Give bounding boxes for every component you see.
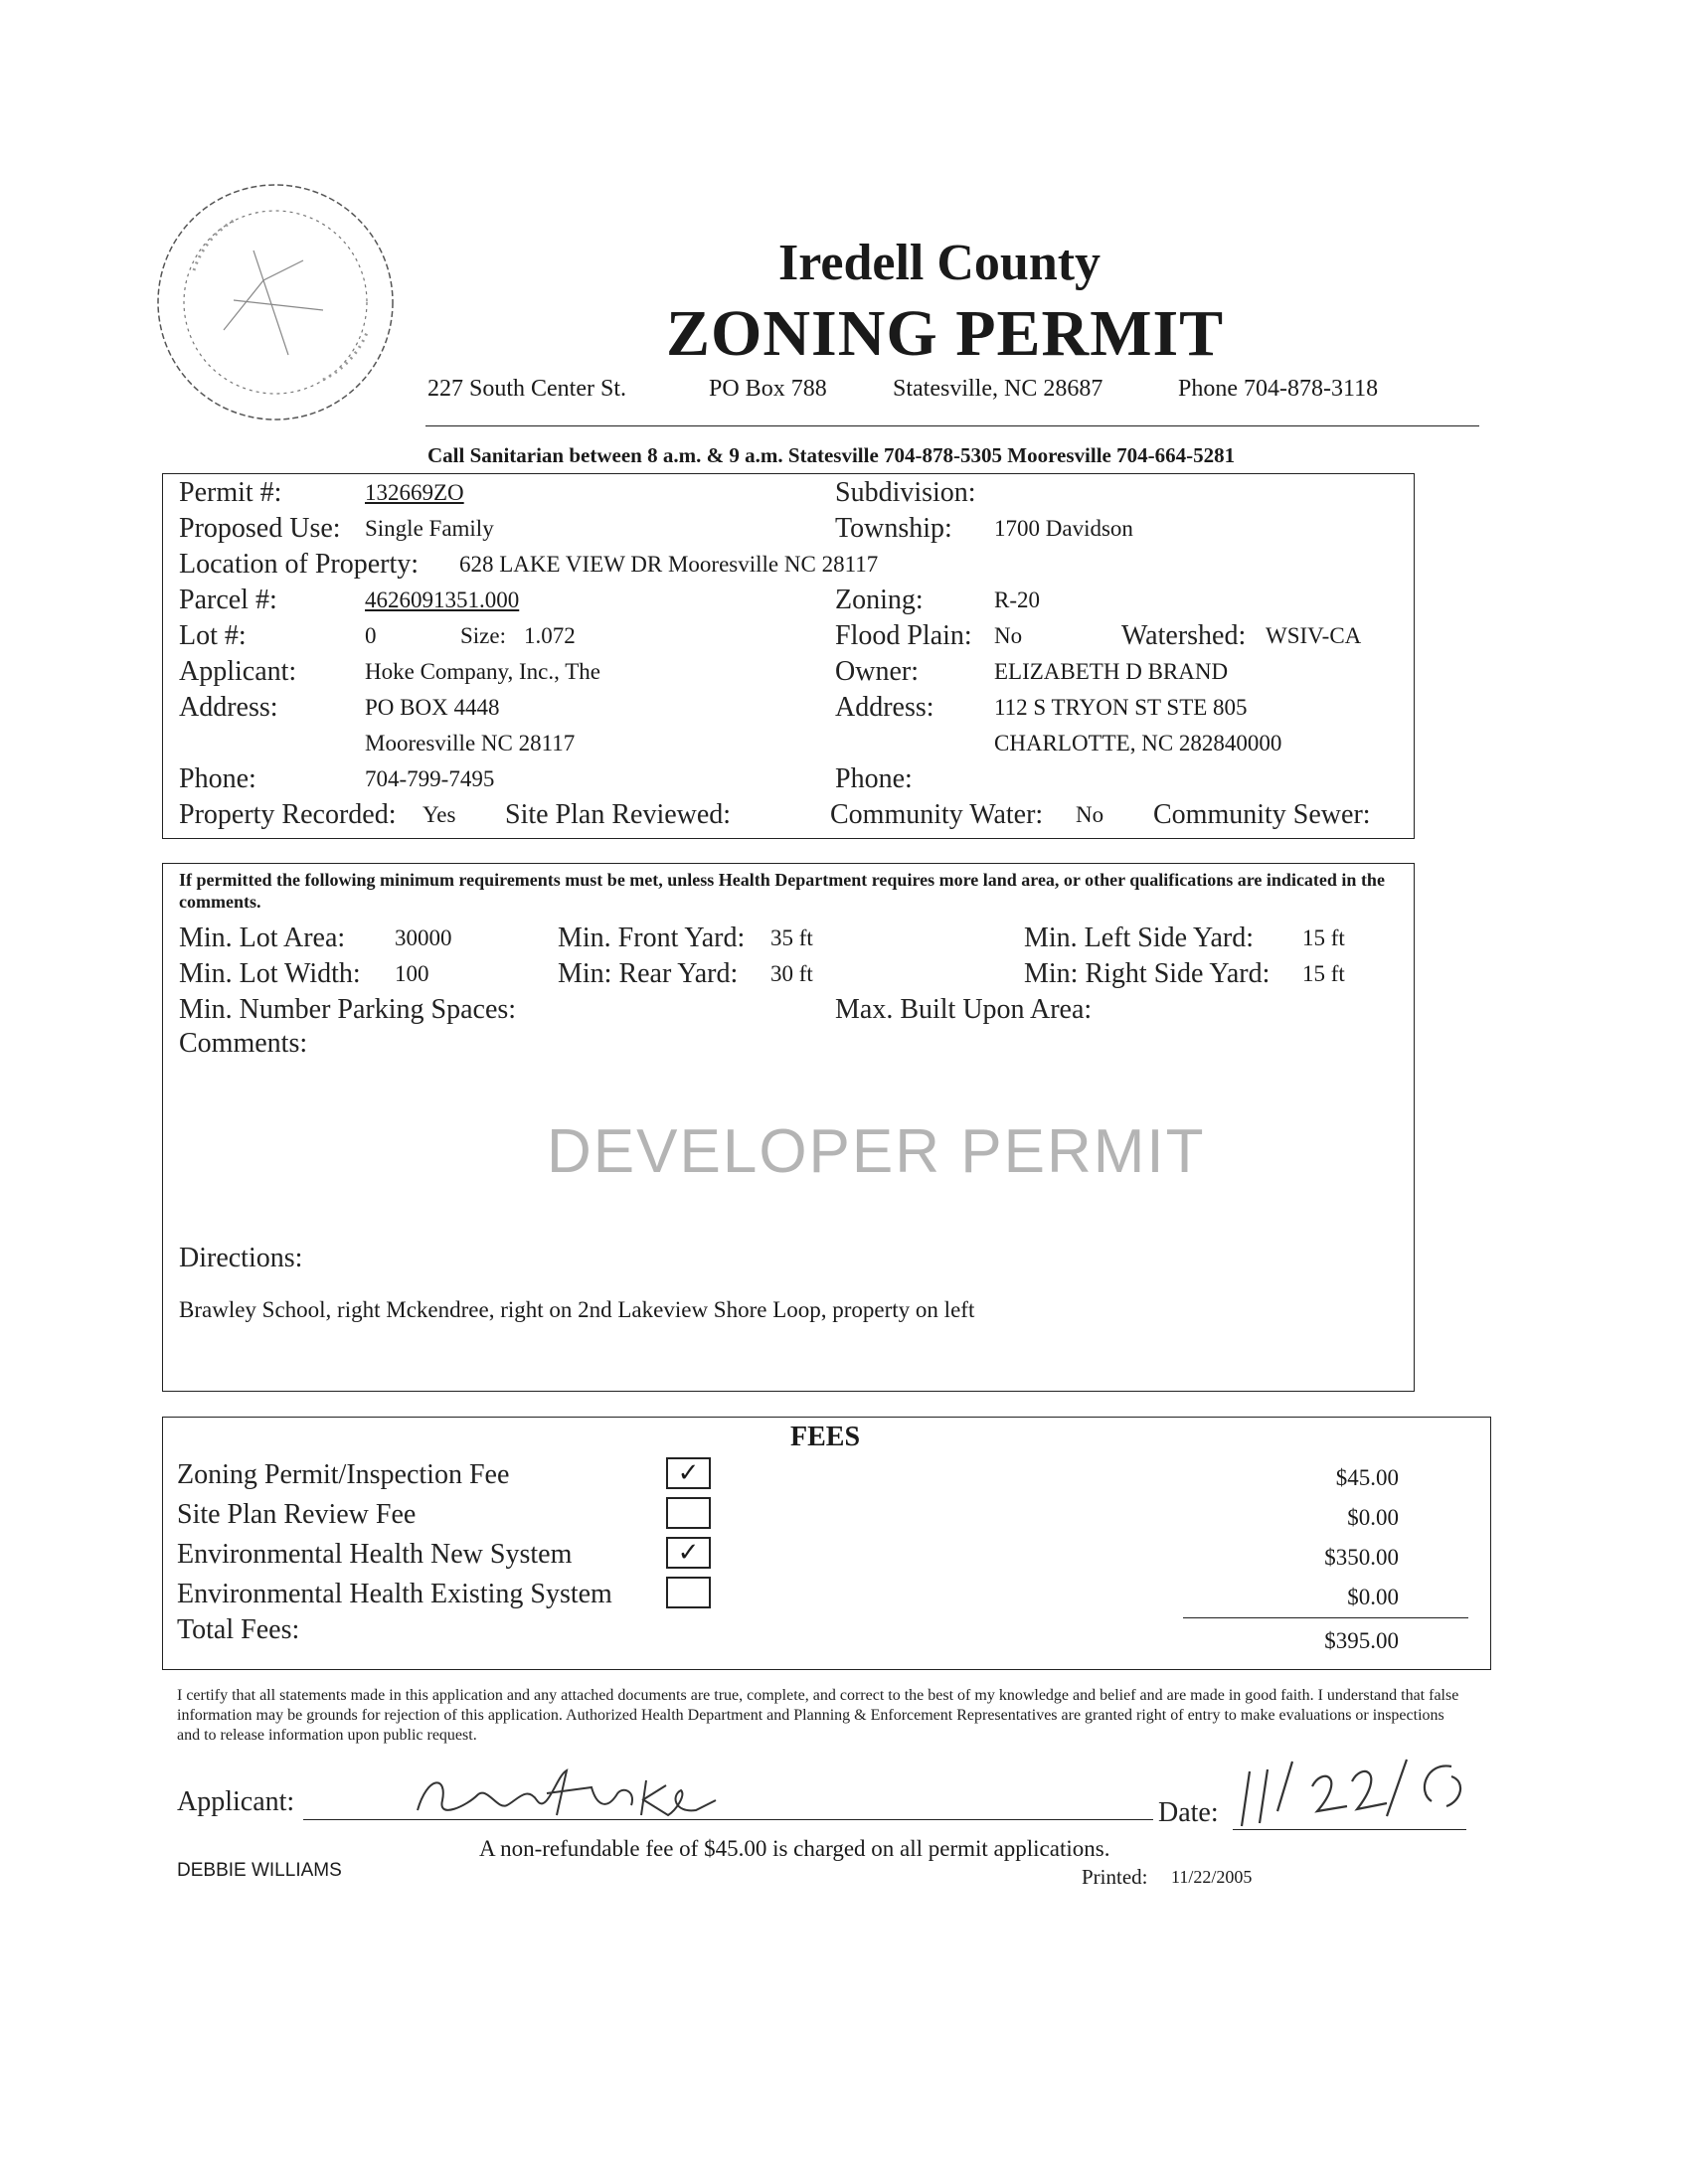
fee-amount-site-plan: $0.00 xyxy=(1347,1505,1399,1530)
office-phone: Phone 704-878-3118 xyxy=(1178,376,1379,402)
location-label: Location of Property: xyxy=(179,549,420,580)
owner-name: ELIZABETH D BRAND xyxy=(994,659,1229,684)
fee-amount-new-system: $350.00 xyxy=(1324,1545,1399,1570)
applicant-address-line1: PO BOX 4448 xyxy=(365,695,500,720)
directions-label: Directions: xyxy=(179,1243,303,1273)
lot-number: 0 xyxy=(365,623,377,648)
township-value: 1700 Davidson xyxy=(994,516,1133,541)
fee-label-site-plan: Site Plan Review Fee xyxy=(177,1499,417,1530)
owner-address-line1: 112 S TRYON ST STE 805 xyxy=(994,695,1248,720)
office-city: Statesville, NC 28687 xyxy=(893,376,1103,402)
office-po-box: PO Box 788 xyxy=(709,376,827,402)
min-front-yard: 35 ft xyxy=(770,925,813,950)
applicant-signature-label: Applicant: xyxy=(177,1786,295,1817)
fee-amount-existing-system: $0.00 xyxy=(1347,1585,1399,1609)
fee-checkbox-existing-system[interactable] xyxy=(666,1577,711,1608)
min-lot-width: 100 xyxy=(395,961,429,986)
proposed-use: Single Family xyxy=(365,516,494,541)
zoning-label: Zoning: xyxy=(835,585,924,615)
certification-text: I certify that all statements made in this application and any attached documents are true, complete, and correct to the best of my knowledge and belief and are made in good faith. I understand that false information may be grounds for rejection of this application. Authorized Health Department and Planning & Enforcement Representatives are granted right of entry to make evaluations or inspections and to release information upon public request. xyxy=(177,1687,1459,1744)
permit-number-label: Permit #: xyxy=(179,477,282,508)
flood-plain-label: Flood Plain: xyxy=(835,620,972,651)
county-name: Iredell County xyxy=(778,235,1101,291)
community-sewer-label: Community Sewer: xyxy=(1153,799,1371,830)
directions-text: Brawley School, right Mckendree, right on 2nd Lakeview Shore Loop, property on left xyxy=(179,1297,975,1322)
proposed-use-label: Proposed Use: xyxy=(179,513,341,544)
owner-address-line2: CHARLOTTE, NC 282840000 xyxy=(994,731,1282,756)
requirements-notice: If permitted the following minimum requirements must be met, unless Health Department requires more land area, or other qualifications are indicated in the comments. xyxy=(179,870,1385,912)
fee-label-new-system: Environmental Health New System xyxy=(177,1539,573,1570)
min-right-side-label: Min: Right Side Yard: xyxy=(1024,958,1270,989)
applicant-label: Applicant: xyxy=(179,656,297,687)
min-lot-area-label: Min. Lot Area: xyxy=(179,923,346,953)
built-upon-area-label: Max. Built Upon Area: xyxy=(835,994,1093,1025)
fee-label-zoning: Zoning Permit/Inspection Fee xyxy=(177,1459,510,1490)
total-fees-amount: $395.00 xyxy=(1324,1628,1399,1653)
developer-permit-stamp: DEVELOPER PERMIT xyxy=(547,1117,1206,1186)
date-label: Date: xyxy=(1158,1797,1219,1828)
zoning-value: R-20 xyxy=(994,588,1040,612)
property-recorded-label: Property Recorded: xyxy=(179,799,397,830)
min-left-side-yard: 15 ft xyxy=(1302,925,1345,950)
applicant-address-line2: Mooresville NC 28117 xyxy=(365,731,576,756)
property-recorded-value: Yes xyxy=(423,802,456,827)
owner-phone-label: Phone: xyxy=(835,763,913,794)
applicant-signature xyxy=(408,1765,736,1825)
non-refundable-fee-notice: A non-refundable fee of $45.00 is charged on all permit applications. xyxy=(479,1836,1110,1861)
min-lot-area: 30000 xyxy=(395,925,452,950)
total-fees-label: Total Fees: xyxy=(177,1614,300,1645)
fee-checkbox-site-plan[interactable] xyxy=(666,1497,711,1529)
min-left-side-label: Min. Left Side Yard: xyxy=(1024,923,1254,953)
lot-label: Lot #: xyxy=(179,620,247,651)
comments-label: Comments: xyxy=(179,1028,308,1059)
property-location: 628 LAKE VIEW DR Mooresville NC 28117 xyxy=(459,552,879,577)
fee-checkbox-new-system[interactable]: ✓ xyxy=(666,1537,711,1569)
owner-label: Owner: xyxy=(835,656,919,687)
fees-subtotal-rule xyxy=(1183,1617,1468,1618)
min-lot-width-label: Min. Lot Width: xyxy=(179,958,361,989)
min-front-yard-label: Min. Front Yard: xyxy=(558,923,746,953)
lot-size: 1.072 xyxy=(524,623,576,648)
community-water-value: No xyxy=(1076,802,1104,827)
printed-date: 11/22/2005 xyxy=(1171,1867,1253,1887)
applicant-phone-label: Phone: xyxy=(179,763,256,794)
county-seal xyxy=(154,181,398,424)
watershed-label: Watershed: xyxy=(1121,620,1247,651)
community-water-label: Community Water: xyxy=(830,799,1044,830)
permit-number: 132669ZO xyxy=(365,480,464,505)
min-rear-yard: 30 ft xyxy=(770,961,813,986)
min-right-side-yard: 15 ft xyxy=(1302,961,1345,986)
fee-label-existing-system: Environmental Health Existing System xyxy=(177,1579,612,1609)
applicant-address-label: Address: xyxy=(179,692,278,723)
fee-checkbox-zoning[interactable]: ✓ xyxy=(666,1457,711,1489)
fee-amount-zoning: $45.00 xyxy=(1335,1465,1399,1490)
size-label: Size: xyxy=(460,623,506,648)
applicant-phone: 704-799-7495 xyxy=(365,766,495,791)
office-street: 227 South Center St. xyxy=(427,376,627,402)
min-rear-yard-label: Min: Rear Yard: xyxy=(558,958,739,989)
applicant-name: Hoke Company, Inc., The xyxy=(365,659,600,684)
signed-date-handwriting xyxy=(1238,1752,1476,1831)
township-label: Township: xyxy=(835,513,952,544)
permit-info-box xyxy=(162,473,1415,839)
sanitarian-notice: Call Sanitarian between 8 a.m. & 9 a.m. Statesville 704-878-5305 Mooresville 704-664-5281 xyxy=(427,443,1236,467)
document-title: ZONING PERMIT xyxy=(666,297,1225,370)
owner-address-label: Address: xyxy=(835,692,934,723)
watershed-value: WSIV-CA xyxy=(1266,623,1362,648)
parcel-label: Parcel #: xyxy=(179,585,277,615)
printed-label: Printed: xyxy=(1082,1865,1148,1889)
clerk-name: DEBBIE WILLIAMS xyxy=(177,1860,342,1881)
flood-plain-value: No xyxy=(994,623,1023,648)
subdivision-label: Subdivision: xyxy=(835,477,976,508)
parking-spaces-label: Min. Number Parking Spaces: xyxy=(179,994,517,1025)
parcel-number: 4626091351.000 xyxy=(365,588,520,612)
site-plan-label: Site Plan Reviewed: xyxy=(505,799,732,830)
fees-title: FEES xyxy=(790,1422,861,1452)
header-divider xyxy=(425,425,1479,426)
